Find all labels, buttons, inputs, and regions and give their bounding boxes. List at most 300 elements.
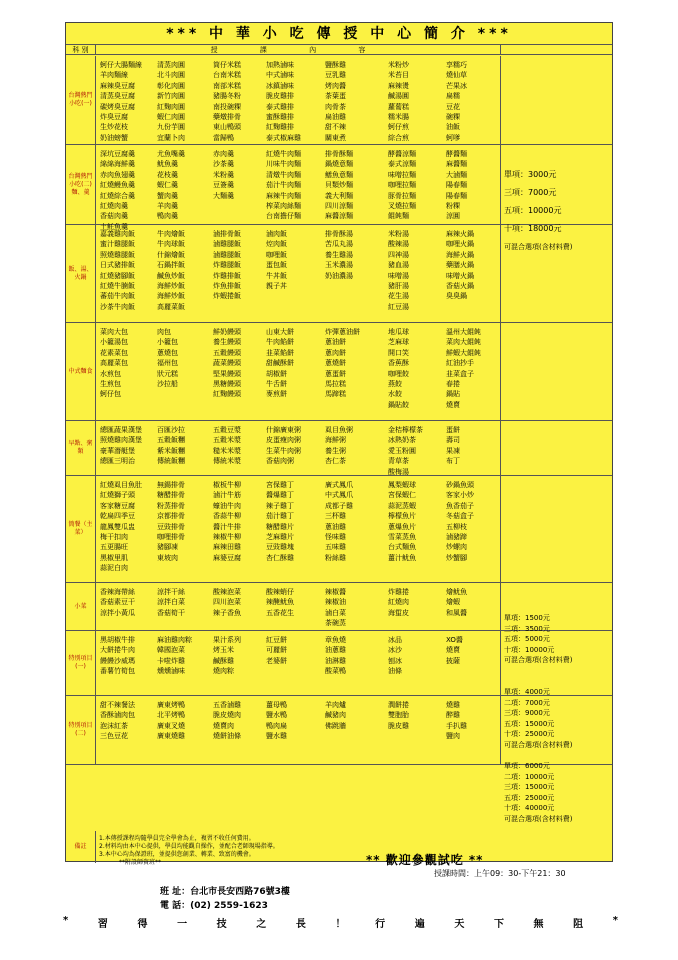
course-item: 榨菜肉絲麵	[266, 202, 301, 211]
remarks-label: 備註	[66, 831, 96, 863]
course-item: 梅干扣肉	[100, 533, 128, 542]
page-title: *** 中 華 小 吃 傳 授 中 心 簡 介 ***	[66, 23, 612, 45]
course-item: 鹽水雞	[266, 732, 287, 741]
price-line: 單項：1500元	[504, 614, 550, 622]
course-item: 涼拌小黃瓜	[100, 608, 135, 617]
course-item: 油條	[388, 667, 402, 676]
course-item: 烤肉醬	[325, 81, 346, 90]
item-column	[266, 229, 287, 291]
course-item: 豆豉雞塊	[266, 543, 294, 552]
course-section	[66, 56, 612, 145]
course-item: 茄汁雞丁	[266, 512, 294, 521]
course-item: 廣東叉燒	[157, 721, 185, 730]
section-items	[96, 56, 501, 144]
course-item: 肉包	[157, 328, 171, 336]
motto-char: 行	[375, 919, 386, 930]
course-item: 蜜酥雞排	[266, 113, 294, 122]
remark-line: 1.本傳授課程均隨學員完全學會為止，複習不收任何費用。	[99, 835, 255, 842]
course-item: 三杯雞	[325, 512, 346, 521]
item-column	[100, 587, 135, 618]
course-item: 蔥肉餅	[325, 348, 346, 357]
course-item: 蚵仔大腸麵線	[100, 61, 142, 69]
course-item: XO醬	[446, 636, 463, 644]
course-item: 陽春麵	[446, 181, 467, 190]
course-item: 胡椒餅	[266, 369, 287, 378]
course-item: 開口笑	[388, 348, 409, 357]
motto-char: 之	[256, 919, 267, 930]
course-item: 韭菜餡餅	[266, 348, 294, 357]
course-item: 豬腸冬粉	[213, 92, 241, 101]
course-item: 扁糯	[446, 92, 460, 101]
price-group-2	[504, 613, 612, 666]
course-item: 當歸鴨	[213, 133, 234, 142]
item-column	[100, 480, 142, 574]
item-column	[446, 480, 474, 563]
course-item: 米粉炒	[388, 61, 409, 69]
course-item: 酸辣泡菜	[213, 588, 241, 596]
course-item: 生煎包	[100, 380, 121, 389]
course-item: 蔥燒餅	[325, 359, 346, 368]
course-item: 牛肉燴飯	[157, 230, 185, 238]
course-item: 清蒸肉圓	[157, 61, 185, 69]
price-line: 十項：18000元	[504, 224, 562, 233]
course-item: 三色豆花	[100, 732, 128, 741]
section-items	[96, 476, 501, 582]
course-item: 泰式椒麻雞	[266, 133, 301, 142]
course-item: 鮮蝦大餛飩	[446, 348, 481, 357]
motto	[63, 915, 618, 930]
course-item: 辣椒油	[325, 598, 346, 607]
course-item: 咖哩飯	[266, 250, 287, 259]
course-item: 台南擔仔麵	[266, 212, 301, 221]
course-item: 脆皮雞排	[266, 92, 294, 101]
course-item: 照燒雞腿飯	[100, 250, 135, 259]
course-item: 冰品	[388, 636, 402, 644]
motto-char: 一	[177, 919, 188, 930]
price-line: 五項：15000元	[504, 719, 555, 728]
course-item: 茶碗蒸	[325, 619, 346, 628]
item-column	[100, 229, 135, 312]
price-line: 單項：4000元	[504, 688, 550, 696]
course-item: 鴨肉扁	[266, 721, 287, 730]
course-item: 冬菇盒子	[446, 512, 474, 521]
course-item: 北平烤鴨	[157, 711, 185, 720]
item-column	[325, 480, 353, 563]
course-item: 紅麴肉圓	[157, 102, 185, 111]
item-column	[157, 480, 185, 563]
course-item: 蘿蔔糕	[388, 102, 409, 111]
motto-char: 長	[295, 919, 306, 930]
course-item: 麻辣田雞	[213, 543, 241, 552]
course-item: 粉蒸排骨	[157, 501, 185, 510]
course-item: 五穀米漿	[213, 436, 241, 445]
course-item: 豆簽羹	[213, 181, 234, 190]
course-item: 芝麻球	[388, 338, 409, 347]
course-item: 客家小炒	[446, 491, 474, 500]
motto-char: 遍	[414, 919, 425, 930]
course-item: 燒雞	[446, 701, 460, 709]
contact-block	[160, 885, 290, 913]
course-item: 豆花	[446, 102, 460, 111]
course-item: 五穀飯糰	[157, 436, 185, 445]
course-item: 紅燒肉羹	[100, 202, 128, 211]
course-item: 涼拌白菜	[157, 598, 185, 607]
course-item: 酸辣蛸仔	[266, 588, 294, 596]
item-column	[213, 327, 241, 400]
course-item: 蔥燒包	[157, 348, 178, 357]
course-item: 深坑豆腐羹	[100, 150, 135, 158]
course-item: 粉粿	[446, 202, 460, 211]
item-column	[266, 635, 287, 666]
course-item: 椒板牛柳	[213, 481, 241, 489]
course-item: 香菇素豆干	[100, 598, 135, 607]
course-item: 紅麴饅頭	[213, 390, 241, 399]
course-item: 滷排骨飯	[213, 230, 241, 238]
section-label: 早點、粥類	[66, 421, 96, 475]
course-item: 大滷麵	[446, 170, 467, 179]
course-item: 高麗菜飯	[157, 302, 185, 311]
item-column	[213, 480, 241, 563]
course-item: 卡啦炸雞	[157, 656, 185, 665]
item-column	[446, 587, 467, 618]
course-item: 馬蹄糕	[325, 390, 346, 399]
course-item: 冰沙	[388, 646, 402, 655]
section-items	[96, 421, 501, 475]
course-item: 韭菜盒子	[446, 369, 474, 378]
course-item: 魷魚羹	[157, 160, 178, 169]
course-item: 奶油濃湯	[325, 271, 353, 280]
course-item: 香辣海帶絲	[100, 588, 135, 596]
price-group-4	[504, 761, 612, 824]
course-item: 廣東烤鴨	[157, 701, 185, 709]
course-item: 鹹豬肉	[325, 711, 346, 720]
item-column	[266, 480, 294, 563]
course-item: 醬爆雞丁	[266, 491, 294, 500]
course-item: 總匯三明治	[100, 457, 135, 466]
course-item: 五穀饅頭	[213, 348, 241, 357]
course-item: 牛舌餅	[266, 380, 287, 389]
course-item: 南投碗粿	[213, 102, 241, 111]
course-item: 台式麵魚	[388, 543, 416, 552]
price-note: 可混合選項(含材料費)	[504, 814, 573, 823]
remarks-section	[66, 831, 612, 867]
item-column	[266, 149, 301, 222]
section-label: 飯、湯、火鍋	[66, 225, 96, 322]
section-items	[96, 323, 501, 420]
course-item: 豬肝湯	[388, 282, 409, 291]
course-item: 烤玉米	[213, 646, 234, 655]
course-item: 鹽酥雞	[325, 61, 346, 69]
course-item: 布丁	[446, 457, 460, 466]
course-item: 沙拉船	[157, 380, 178, 389]
item-column	[213, 587, 241, 618]
course-item: 日式豬排飯	[100, 261, 135, 270]
course-item: 老婆餅	[266, 656, 287, 665]
course-item: 陽春麵	[446, 191, 467, 200]
course-item: 香菇肉羹	[100, 212, 128, 221]
course-item: 鴨肉羹	[157, 212, 178, 221]
course-item: 甜不辣餐法	[100, 701, 135, 709]
course-item: 蟹肉羹	[157, 191, 178, 200]
item-column	[157, 229, 185, 312]
remark-line: 3.本中心均為保證班，並提供您創業、轉業、致富的機會。	[99, 851, 255, 858]
course-item: 燴魷魚	[446, 588, 467, 596]
course-item: 春捲	[446, 380, 460, 389]
course-item: 扁油雞	[325, 113, 346, 122]
course-item: 辣椒醬	[325, 588, 346, 596]
course-item: 藥膳火鍋	[446, 261, 474, 270]
item-column	[266, 587, 294, 618]
course-item: 炸魚排飯	[213, 282, 241, 291]
course-item: 燒賣	[446, 646, 460, 655]
item-column	[388, 700, 409, 731]
course-item: 五柳枝	[446, 522, 467, 531]
motto-char: 技	[216, 919, 227, 930]
course-item: 五味雞	[325, 543, 346, 552]
item-column	[266, 327, 294, 400]
motto-char: *	[63, 915, 69, 926]
course-item: 花素菜包	[100, 348, 128, 357]
section-items	[96, 631, 501, 695]
course-item: 糖醋雞片	[266, 522, 294, 531]
course-item: 牛丼飯	[266, 271, 287, 280]
course-item: 滷雞腿飯	[213, 250, 241, 259]
course-item: 赤肉羹	[213, 150, 234, 158]
price-group-1	[504, 166, 612, 256]
course-item: 麻辣火鍋	[446, 230, 474, 238]
course-item: 黑胡椒牛排	[100, 636, 135, 644]
course-item: 魚香茄子	[446, 501, 474, 510]
item-column	[213, 229, 241, 302]
course-item: 蕃茄牛肉飯	[100, 292, 135, 301]
course-item: 傳統飯糰	[157, 457, 185, 466]
course-item: 紅豆湯	[388, 302, 409, 311]
price-line: 十項：40000元	[504, 804, 555, 812]
item-column	[213, 700, 241, 742]
price-group-3	[504, 687, 612, 750]
course-item: 大餅捲牛肉	[100, 646, 135, 655]
course-item: 蔥蛋餅	[325, 369, 346, 378]
course-item: 照燒雞肉漢堡	[100, 436, 142, 445]
price-line: 五項：10000元	[504, 206, 562, 215]
course-item: 薑母鴨	[266, 701, 287, 709]
course-item: 總匯蔬果漢堡	[100, 426, 142, 434]
course-item: 綿綿海鮮羹	[100, 160, 135, 169]
course-item: 狀元糕	[157, 369, 178, 378]
course-item: 味噌拉麵	[388, 170, 416, 179]
course-item: 土魠魚羹	[100, 222, 128, 231]
course-item: 廣式鳳爪	[325, 481, 353, 489]
course-item: 麻辣牛肉麵	[266, 191, 301, 200]
course-item: 蚵仔包	[100, 390, 121, 399]
item-column	[157, 700, 185, 742]
price-line: 二項：10000元	[504, 772, 555, 781]
course-item: 生炒花枝	[100, 123, 128, 132]
course-item: 冰鎮滷味	[266, 81, 294, 90]
course-item: 臭臭鍋	[446, 292, 467, 301]
course-item: 鮮奶饅頭	[213, 328, 241, 336]
price-note: 可混合選項(含材料費)	[504, 656, 573, 664]
course-item: 薑汁魷魚	[388, 553, 416, 562]
section-label: 中式麵食	[66, 323, 96, 420]
course-item: 味噌火鍋	[446, 271, 474, 280]
item-column	[446, 229, 474, 302]
section-label: 特別項目(一)	[66, 631, 96, 695]
item-column	[446, 149, 467, 222]
item-column	[388, 327, 409, 410]
item-column	[213, 425, 241, 467]
course-item: 成都子雞	[325, 501, 353, 510]
course-item: 酸菜鴨	[325, 667, 346, 676]
course-item: 糯米腸	[388, 113, 409, 122]
course-item: 花生湯	[388, 292, 409, 301]
course-item: 泰式雞排	[266, 102, 294, 111]
section-label: 特別項目(二)	[66, 696, 96, 764]
item-column	[157, 60, 185, 143]
course-item: 五香滷雞	[213, 701, 241, 709]
course-item: 鍋貼餃	[388, 400, 409, 409]
course-item: 米苔目	[388, 71, 409, 80]
remarks-notes	[99, 835, 279, 867]
course-item: 羊肉爐	[325, 701, 346, 709]
course-item: 醉雞	[446, 711, 460, 720]
course-item: 羊肉麵線	[100, 71, 128, 80]
course-item: 水餃	[388, 390, 402, 399]
course-item: 香菇筍干	[157, 608, 185, 617]
item-column	[157, 635, 192, 677]
table-header	[66, 45, 612, 55]
course-item: 苦瓜丸湯	[325, 240, 353, 249]
course-item: 燒賣肉	[213, 721, 234, 730]
course-item: 冰熱奶茶	[388, 436, 416, 445]
course-item: 可麗餅	[266, 646, 287, 655]
price-line: 十項：10000元	[504, 645, 555, 654]
course-item: 海蜇皮	[388, 608, 409, 617]
course-item: 海鮮炒飯	[157, 292, 185, 301]
course-item: 蚵仔煎	[388, 123, 409, 132]
item-column	[100, 327, 128, 400]
item-column	[325, 700, 346, 731]
price-line: 三項：15000元	[504, 783, 555, 791]
course-item: 炸雞排飯	[213, 271, 241, 280]
item-column	[325, 425, 353, 467]
course-item: 麻醬涼麵	[325, 212, 353, 221]
section-label: 台灣熱門小吃(二)麵、羹	[66, 145, 96, 224]
course-item: 沙茶羹	[213, 160, 234, 169]
course-item: 青草茶	[388, 457, 409, 466]
course-item: 四神湯	[388, 250, 409, 259]
course-item: 燴蝦	[446, 598, 460, 607]
price-line: 單項：3000元	[504, 170, 557, 179]
section-items	[96, 145, 501, 231]
course-item: 燒肉粽	[213, 667, 234, 676]
course-item: 炸彈蔥油餅	[325, 328, 360, 336]
item-column	[157, 327, 178, 389]
course-item: 脆皮雞	[388, 721, 409, 730]
item-column	[100, 60, 142, 143]
item-column	[157, 149, 185, 222]
course-item: 豆豉排骨	[157, 522, 185, 531]
course-item: 咖哩拉麵	[388, 181, 416, 190]
course-item: 甜鹹酥餅	[266, 359, 294, 368]
course-item: 鹹魚炒飯	[157, 271, 185, 280]
course-item: 糖醋排骨	[157, 491, 185, 500]
item-column	[388, 229, 409, 312]
course-item: 貝類炒麵	[325, 181, 353, 190]
course-item: 紅豆餅	[266, 636, 287, 644]
motto-char: 習	[97, 919, 108, 930]
course-item: 中式滷味	[266, 71, 294, 80]
course-item: 甜不辣	[325, 123, 346, 132]
course-item: 香菇火鍋	[446, 282, 474, 291]
course-item: 檸檬魚片	[388, 512, 416, 521]
course-item: 四川涼麵	[325, 202, 353, 211]
course-item: 米粉湯	[388, 230, 409, 238]
course-item: 蒜泥白肉	[100, 564, 128, 573]
item-column	[325, 587, 346, 629]
course-item: 炒螺肉	[446, 543, 467, 552]
course-item: 燒仙草	[446, 71, 467, 80]
course-item: 傳統米漿	[213, 457, 241, 466]
course-item: 滷白菜	[325, 608, 346, 617]
motto-char: ！	[335, 919, 346, 930]
course-item: 酸梅湯	[388, 467, 409, 476]
brochure-sheet	[65, 22, 613, 867]
course-item: 客家糖豆腐	[100, 501, 135, 510]
section-items	[96, 696, 501, 764]
header-courses: 授 課 內 容	[96, 45, 501, 55]
item-column	[100, 425, 142, 467]
course-item: 紅燒牛肉麵	[266, 150, 301, 158]
remark-line: **附設師資班**	[119, 859, 162, 866]
course-item: 果汁系列	[213, 636, 241, 644]
price-line: 十項：25000元	[504, 730, 555, 738]
course-item: 義大利麵	[325, 191, 353, 200]
course-item: 豬腳凍	[157, 543, 178, 552]
course-item: 鹽肉	[446, 732, 460, 741]
course-item: 彰化肉圓	[157, 81, 185, 90]
course-item: 涼拌干絲	[157, 588, 185, 596]
course-item: 泡沫紅茶	[100, 721, 128, 730]
course-item: 宮保雞丁	[266, 481, 294, 489]
course-item: 排骨酥湯	[325, 230, 353, 238]
course-item: 刨冰	[388, 656, 402, 665]
item-column	[100, 149, 135, 232]
item-column	[388, 60, 409, 143]
course-item: 和風醬	[446, 608, 467, 617]
motto-char: *	[612, 915, 618, 926]
course-item: 蝦仁肉圓	[157, 113, 185, 122]
course-item: 香蕉酥	[388, 359, 409, 368]
item-column	[325, 635, 346, 677]
item-column	[388, 587, 409, 618]
course-item: 米粉羹	[213, 170, 234, 179]
course-item: 韓國泡菜	[157, 646, 185, 655]
course-item: 手扒雞	[446, 721, 467, 730]
item-column	[325, 60, 346, 143]
price-line: 五項：25000元	[504, 793, 555, 802]
course-item: 砂鍋魚頭	[446, 481, 474, 489]
course-item: 麥煎餅	[266, 390, 287, 399]
course-item: 筒仔米糕	[213, 61, 241, 69]
course-item: 金桔檸檬茶	[388, 426, 423, 434]
course-item: 叉燒拉麵	[388, 202, 416, 211]
section-items	[96, 225, 501, 322]
motto-char: 阻	[573, 919, 584, 930]
course-item: 滷豬蹄	[446, 533, 467, 542]
item-column	[157, 587, 185, 618]
course-item: 新竹肉圓	[157, 92, 185, 101]
